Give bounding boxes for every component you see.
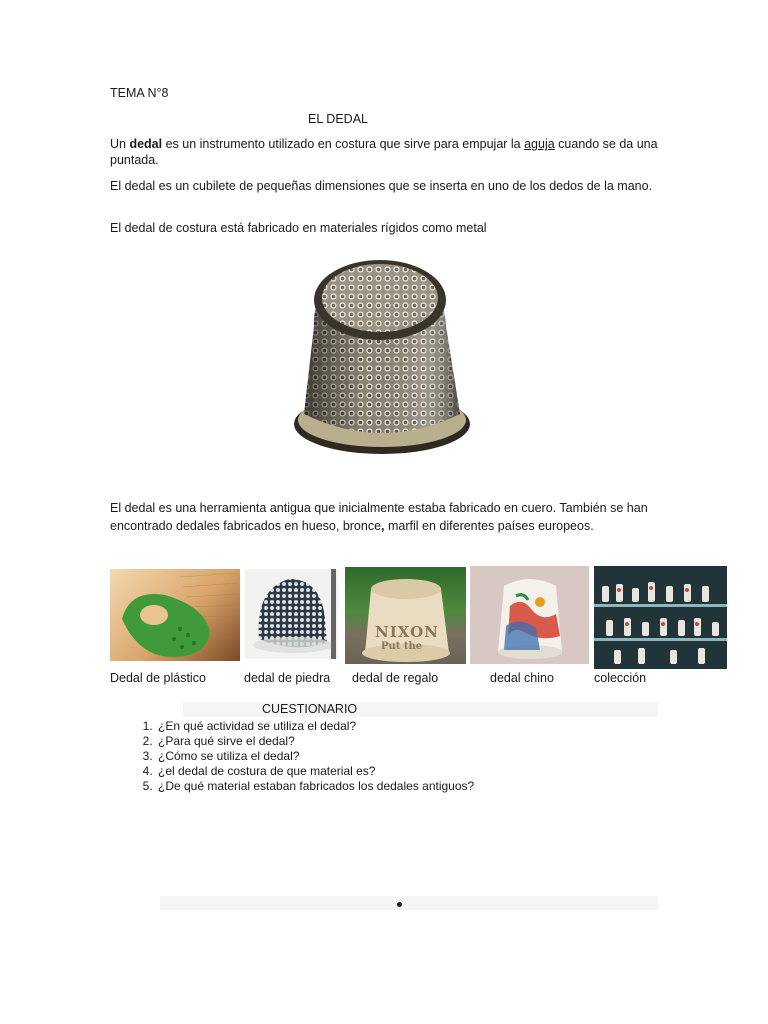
tema-number: TEMA N°8 xyxy=(110,86,169,100)
list-item: 2. ¿Para qué sirve el dedal? xyxy=(156,734,474,749)
photo-chinese-thimble xyxy=(470,566,589,664)
thimble-illustration xyxy=(284,256,474,466)
nixon-sublabel: Put the xyxy=(381,641,423,652)
questionnaire-list xyxy=(130,719,474,794)
word-bronce: bronce xyxy=(342,518,382,533)
collection-shelf-icon xyxy=(594,566,727,669)
stone-thimble-icon xyxy=(245,569,338,659)
paragraph-material: El dedal de costura está fabricado en materiales rígidos como metal xyxy=(110,221,487,235)
list-item: 5. ¿De qué material estaban fabricados los dedales antiguos? xyxy=(156,779,474,794)
questionnaire-title: CUESTIONARIO xyxy=(262,702,358,716)
caption-gift: dedal de regalo xyxy=(352,671,439,685)
list-item: 3. ¿Cómo se utiliza el dedal? xyxy=(156,749,474,764)
caption-chinese: dedal chino xyxy=(490,671,554,685)
paragraph-definition: Un dedal es un instrumento utilizado en costura que sirve para empujar la aguja cuando se da una puntada. xyxy=(110,137,658,167)
paragraph-description: El dedal es un cubilete de pequeñas dimensiones que se inserta en uno de los dedos de la mano. xyxy=(110,179,653,193)
bullet-dot-icon xyxy=(397,902,402,907)
footer-band xyxy=(160,896,658,910)
photo-stone-thimble xyxy=(245,569,338,659)
caption-collection: colección xyxy=(594,671,647,685)
nixon-label: NIXON xyxy=(375,623,439,641)
green-plastic-thimble-icon xyxy=(110,569,240,661)
photo-thimble-collection xyxy=(594,566,727,669)
page-title: EL DEDAL xyxy=(308,112,368,126)
list-item: 4. ¿el dedal de costura de que material es? xyxy=(156,764,474,779)
photo-plastic-thimble xyxy=(110,569,240,661)
chinese-thimble-icon xyxy=(470,566,589,664)
caption-plastic: Dedal de plástico xyxy=(110,671,206,685)
caption-stone: dedal de piedra xyxy=(244,671,331,685)
list-item: 1. ¿En qué actividad se utiliza el dedal? xyxy=(156,719,474,734)
photo-gift-thimble xyxy=(345,567,466,664)
word-marfil: marfil xyxy=(388,518,419,533)
questionnaire-header-band xyxy=(183,702,658,717)
word-cuero: cuero xyxy=(521,501,553,515)
paragraph-history: El dedal es una herramienta antigua que inicialmente estaba fabricado en cuero. También se han encontrado dedales fabricados en hueso, bronce, marfil en diferentes países europeos. xyxy=(110,501,648,533)
bold-word-dedal: dedal xyxy=(129,137,163,151)
link-aguja[interactable]: aguja xyxy=(524,137,555,151)
